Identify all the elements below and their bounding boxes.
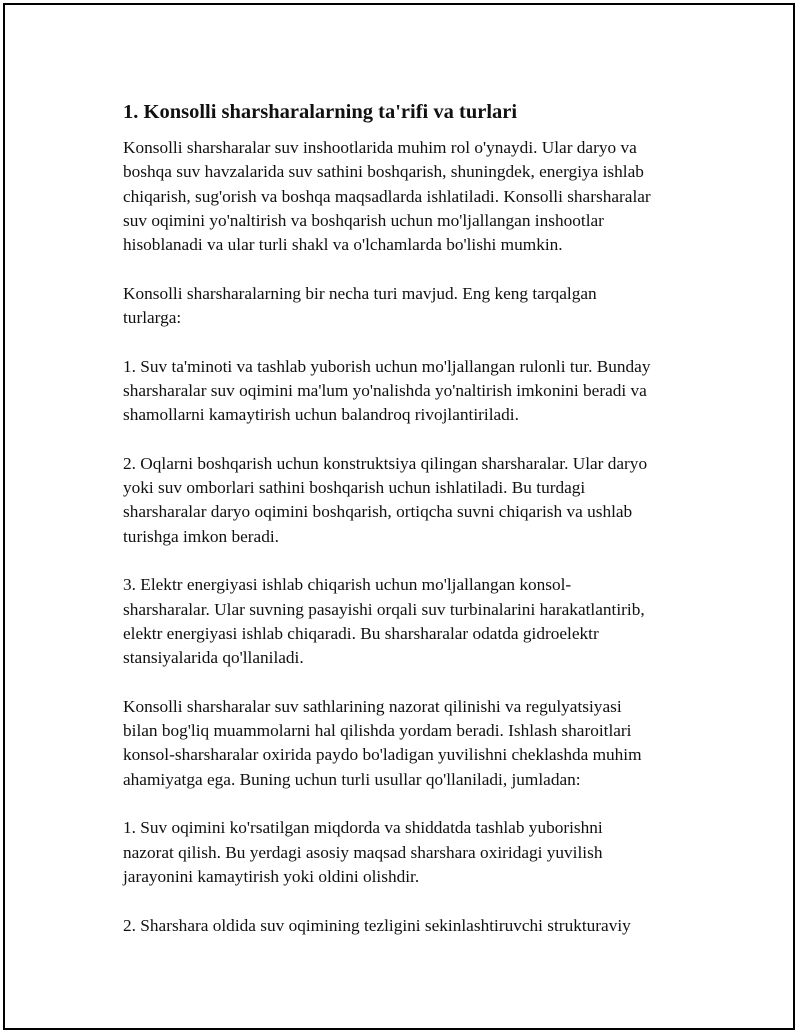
text-line: sharsharalar suv oqimini ma'lum yo'nalishda yo'naltirish imkonini beradi va	[123, 380, 647, 400]
text-line: chiqarish, sug'orish va boshqa maqsadlarda ishlatiladi. Konsolli sharsharalar	[123, 186, 651, 206]
paragraph-method-1	[123, 816, 703, 889]
text-line: sharsharalar. Ular suvning pasayishi orqali suv turbinalarini harakatlantirib,	[123, 599, 645, 619]
text-line: elektr energiyasi ishlab chiqaradi. Bu sharsharalar odatda gidroelektr	[123, 623, 599, 643]
paragraph-type-2	[123, 452, 703, 549]
text-line: stansiyalarida qo'llaniladi.	[123, 648, 304, 668]
document-body	[123, 98, 703, 962]
text-line: shamollarni kamaytirish uchun balandroq rivojlantiriladi.	[123, 405, 519, 425]
paragraph-definition	[123, 136, 703, 257]
text-line: 2. Sharshara oldida suv oqimining tezligini sekinlashtiruvchi strukturaviy	[123, 915, 631, 935]
text-line: sharsharalar daryo oqimini boshqarish, ortiqcha suvni chiqarish va ushlab	[123, 502, 633, 522]
text-line: 3. Elektr energiyasi ishlab chiqarish uchun mo'ljallangan konsol-	[123, 575, 572, 595]
text-line: 1. Suv ta'minoti va tashlab yuborish uchun mo'ljallangan rulonli tur. Bunday	[123, 356, 651, 376]
text-line: boshqa suv havzalarida suv sathini boshqarish, shuningdek, energiya ishlab	[123, 162, 644, 182]
paragraph-regulation	[123, 695, 703, 792]
text-line: bilan bog'liq muammolarni hal qilishda yordam beradi. Ishlash sharoitlari	[123, 721, 632, 741]
text-line: ahamiyatga ega. Buning uchun turli usullar qo'llaniladi, jumladan:	[123, 769, 581, 789]
text-line: Konsolli sharsharalar suv sathlarining nazorat qilinishi va regulyatsiyasi	[123, 696, 622, 716]
text-line: hisoblanadi va ular turli shakl va o'lchamlarda bo'lishi mumkin.	[123, 235, 563, 255]
paragraph-type-1	[123, 355, 703, 428]
paragraph-method-2	[123, 914, 703, 938]
text-line: konsol-sharsharalar oxirida paydo bo'ladigan yuvilishni cheklashda muhim	[123, 745, 642, 765]
text-line: turishga imkon beradi.	[123, 526, 279, 546]
text-line: jarayonini kamaytirish yoki oldini olishdir.	[123, 866, 420, 886]
page-frame	[3, 3, 795, 1030]
document-title: 1. Konsolli sharsharalarning ta'rifi va turlari	[123, 101, 518, 123]
text-line: suv oqimini yo'naltirish va boshqarish uchun mo'ljallangan inshootlar	[123, 210, 604, 230]
text-line: 2. Oqlarni boshqarish uchun konstruktsiya qilingan sharsharalar. Ular daryo	[123, 453, 648, 473]
paragraph-types-intro	[123, 282, 703, 331]
text-line: nazorat qilish. Bu yerdagi asosiy maqsad sharshara oxiridagi yuvilish	[123, 842, 603, 862]
text-line: turlarga:	[123, 308, 182, 328]
text-line: Konsolli sharsharalar suv inshootlarida muhim rol o'ynaydi. Ular daryo va	[123, 138, 637, 157]
paragraph-type-3	[123, 573, 703, 670]
text-line: yoki suv omborlari sathini boshqarish uchun ishlatiladi. Bu turdagi	[123, 478, 586, 498]
text-line: Konsolli sharsharalarning bir necha turi mavjud. Eng keng tarqalgan	[123, 283, 597, 303]
text-line: 1. Suv oqimini ko'rsatilgan miqdorda va shiddatda tashlab yuborishni	[123, 818, 603, 838]
